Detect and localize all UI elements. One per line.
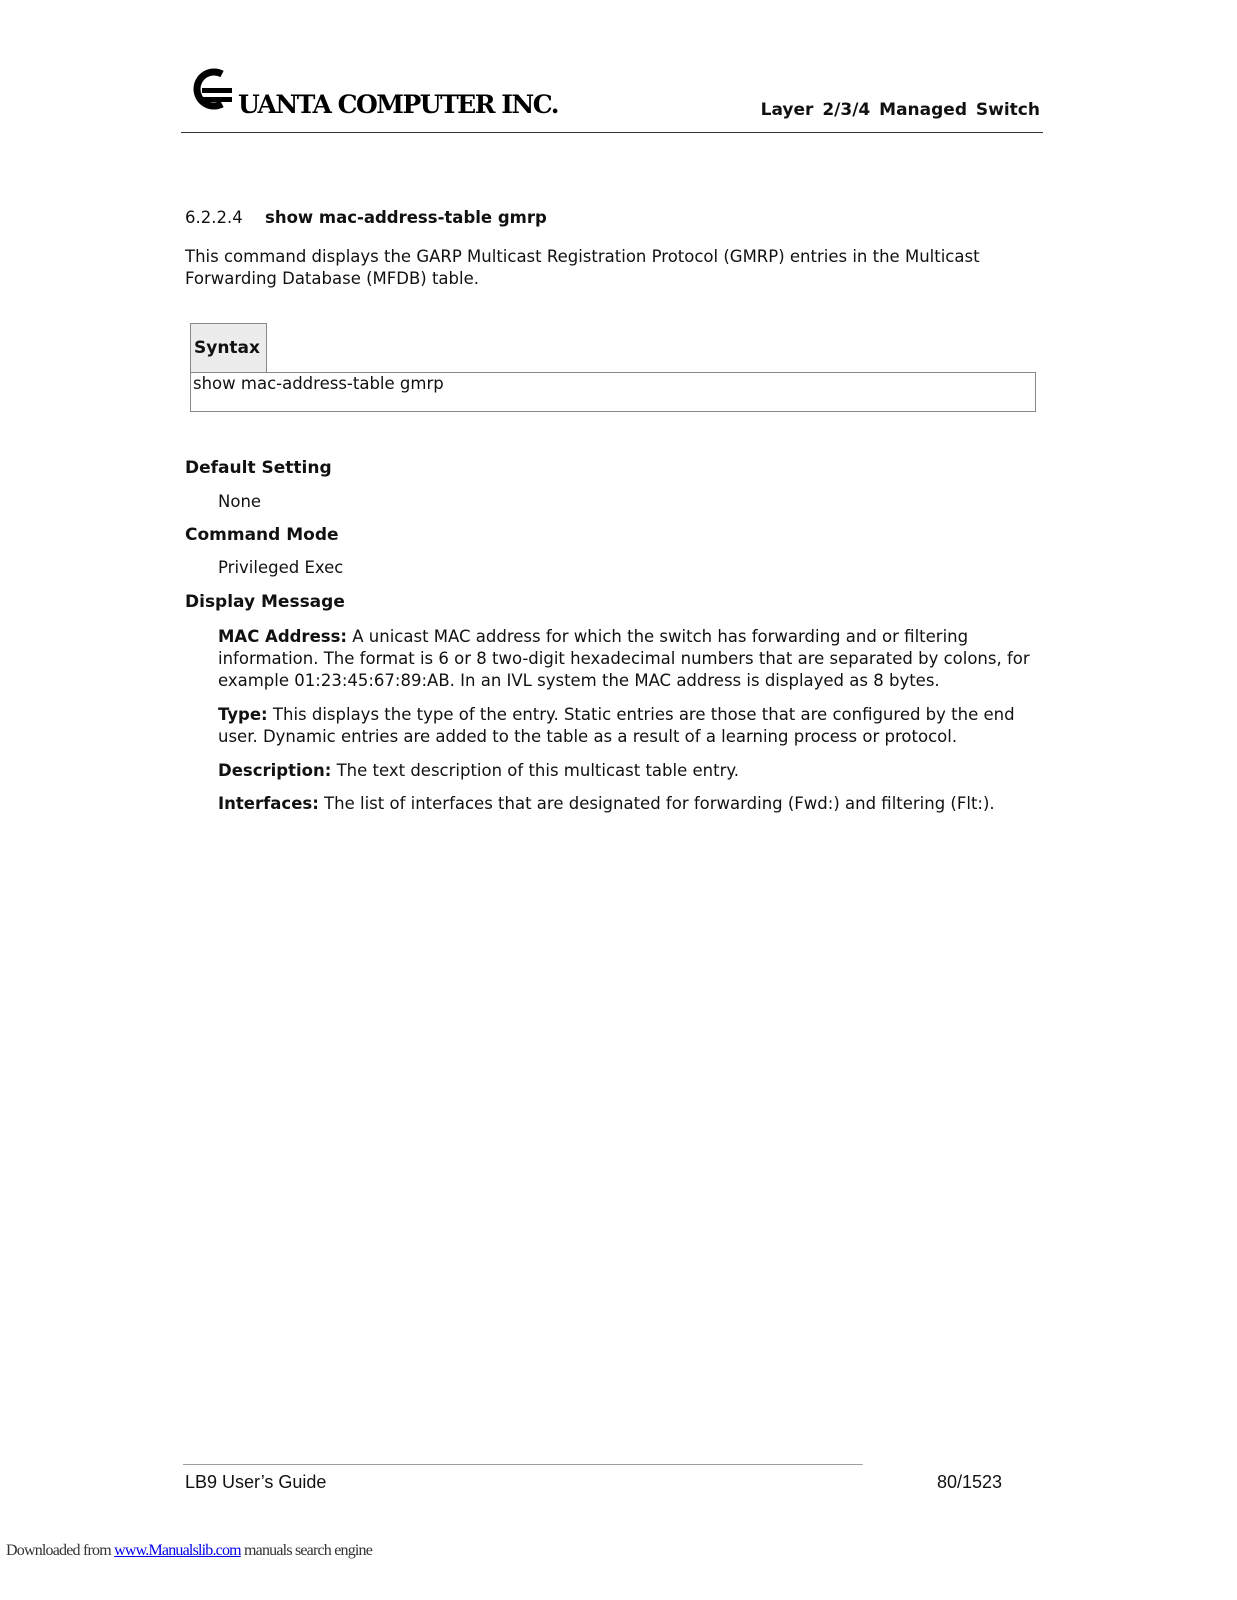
section-title: show mac-address-table gmrp [265,208,547,227]
display-item-text: The list of interfaces that are designated for forwarding (Fwd:) and filtering (Flt:). [318,794,995,813]
command-mode-value: Privileged Exec [218,558,344,577]
display-item-term: Type: [218,705,268,724]
download-suffix: manuals search engine [240,1542,373,1559]
display-item-text: The text description of this multicast table entry. [331,761,740,780]
display-item-type [218,704,1048,748]
footer-page-number: 80/1523 [937,1472,1003,1492]
display-item-description [218,760,1048,782]
footer-guide-name: LB9 User’s Guide [185,1472,327,1492]
display-item-term: Description: [218,761,332,780]
display-item-term: MAC Address: [218,627,348,646]
display-item-term: Interfaces: [218,794,319,813]
header-divider [181,132,1043,133]
quanta-logo-icon [186,64,236,114]
default-setting-label: Default Setting [185,458,332,478]
display-item-mac-address [218,626,1048,692]
display-item-interfaces [218,793,1048,815]
manualslib-link[interactable]: www.Manualslib.com [114,1542,241,1559]
syntax-label: Syntax [190,323,267,372]
section-heading [185,208,547,227]
display-item-text: A unicast MAC address for which the switch has forwarding and or filtering information. The format is 6 or 8 two-digit hexadecimal numbers that are separated by colons, for example 01:23:45:67:89:AB. In an IVL system the MAC address is displayed as 8 bytes. [218,627,1030,690]
download-prefix: Downloaded from [6,1542,115,1559]
download-notice [6,1542,372,1560]
display-item-text: This displays the type of the entry. Static entries are those that are configured by the end user. Dynamic entries are added to the table as a result of a learning process or protocol. [218,705,1015,746]
company-name: UANTA COMPUTER INC. [238,90,558,119]
section-description: This command displays the GARP Multicast Registration Protocol (GMRP) entries in the Multicast Forwarding Database (MFDB) table. [185,247,980,288]
default-setting-value: None [218,492,262,511]
section-number: 6.2.2.4 [185,208,243,227]
header-title: Layer 2/3/4 Managed Switch [760,100,1040,120]
syntax-command: show mac-address-table gmrp [190,372,1036,412]
footer-divider: _____________________________________________________________________________________________________ [183,1451,863,1465]
command-mode-label: Command Mode [185,525,339,545]
display-message-label: Display Message [185,592,345,612]
